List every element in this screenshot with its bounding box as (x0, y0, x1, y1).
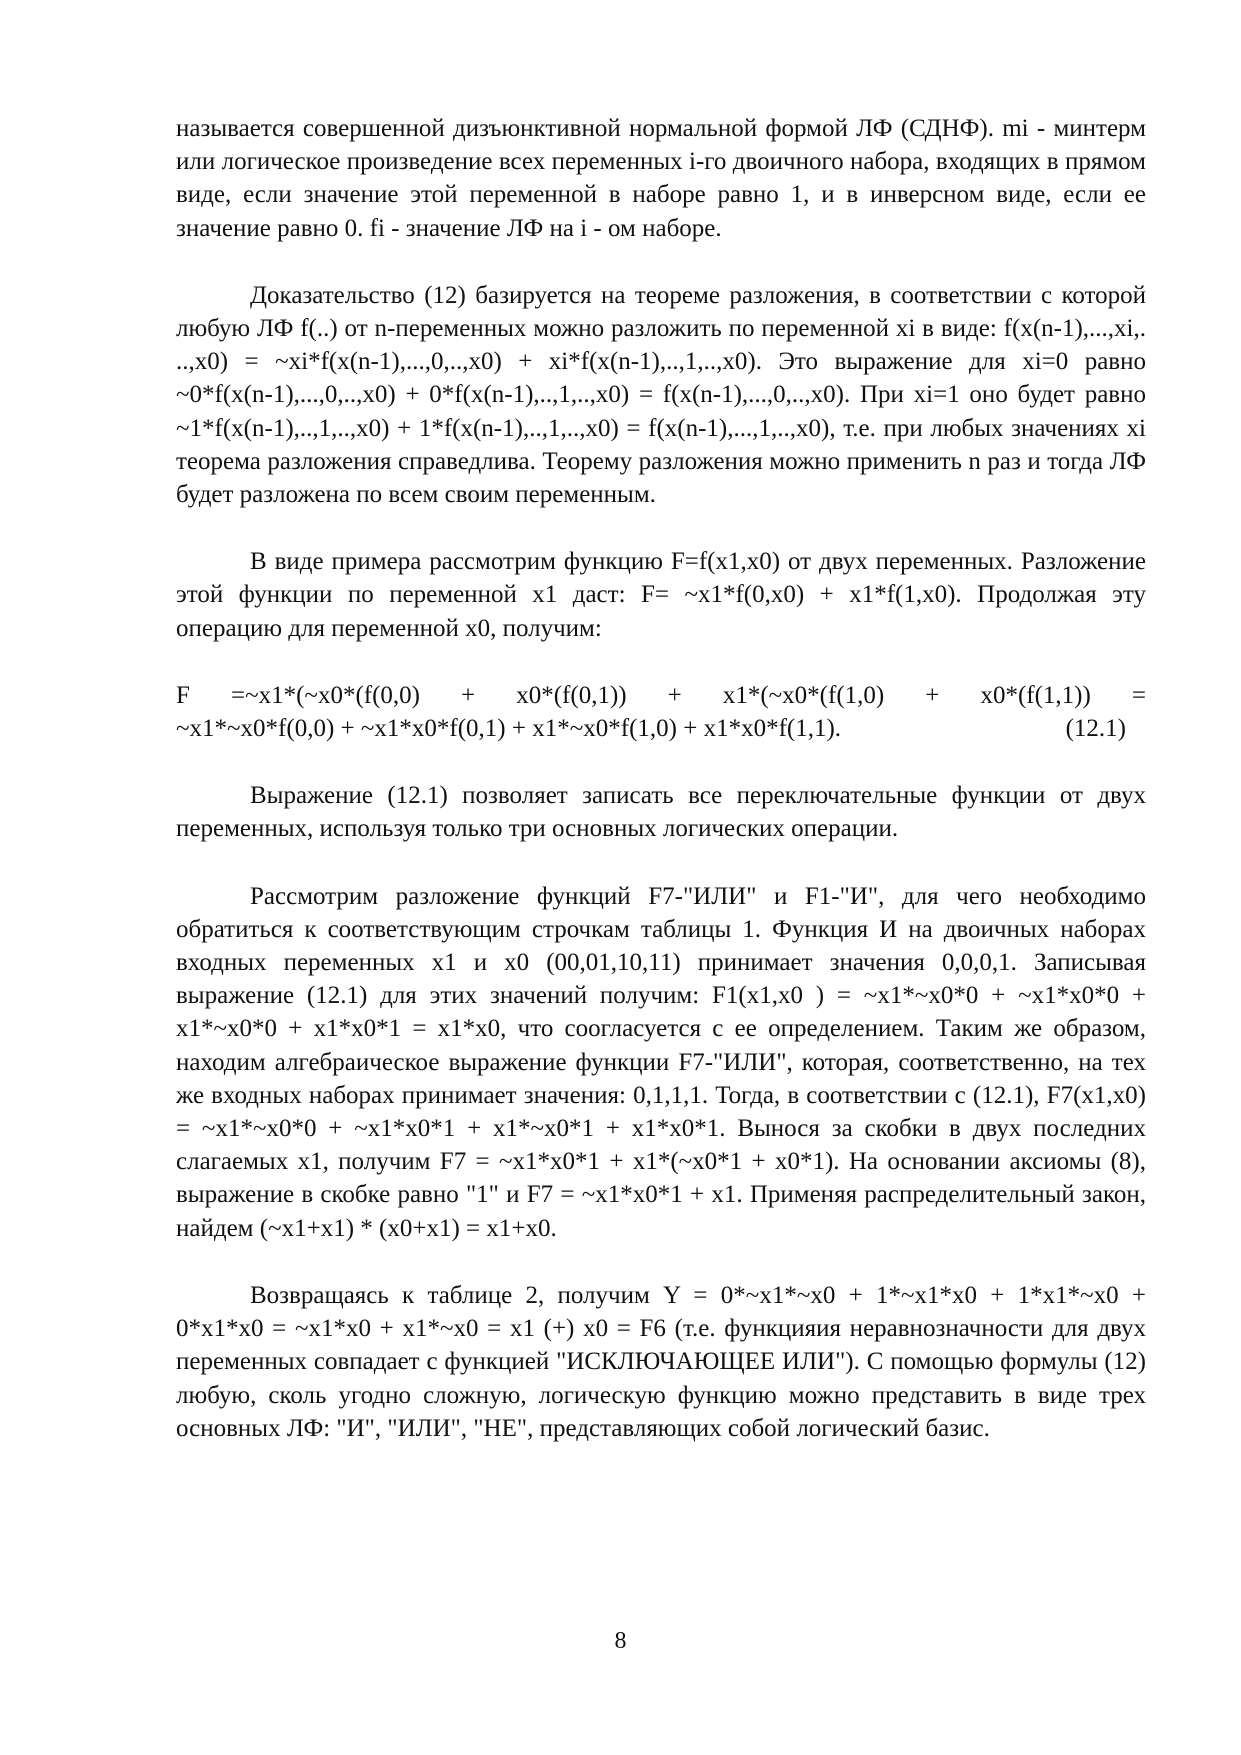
paragraph-expansion-theorem: Доказательство (12) базируется на теореме разложения, в соответствии с которой любую ЛФ f(..) от n-переменных можно разложить по переменной xi в виде: f(x(n-1),...,xi,. ..,x0) = ~xi*f(x(n-1),...,0,..,x0) + xi*f(x(n-1),..,1,..,x0). Это выражение для xi=0 равно ~0*f(x(n-1),...,0,..,x0) + 0*f(x(n-1),..,1,..,x0) = f(x(n-1),...,0,..,x0). При xi=1 оно будет равно ~1*f(x(n-1),..,1,..,x0) + 1*f(x(n-1),..,1,..,x0) = f(x(n-1),...,1,..,x0), т.е. при любых значениях xi теорема разложения справедлива. Теорему разложения можно применить n раз и тогда ЛФ будет разложена по всем своим переменным. (176, 281, 1146, 509)
formula-12-1 (176, 679, 1146, 745)
formula-number: (12.1) (1065, 715, 1126, 743)
formula-line-1: F =~x1*(~x0*(f(0,0) + x0*(f(0,1)) + x1*(~x0*(f(1,0) + x0*(f(1,1)) = (176, 681, 1146, 709)
paragraph-table2-xor: Возвращаясь к таблице 2, получим Y = 0*~x1*~x0 + 1*~x1*x0 + 1*x1*~x0 + 0*x1*x0 = ~x1*x0 + x1*~x0 = x1 (+) x0 = F6 (т.е. функцияия неравнозначности для двух переменных совпадает с функцией "ИСКЛЮЧАЮЩЕЕ ИЛИ"). С помощью формулы (12) любую, сколь угодно сложную, логическую функцию можно представить в виде трех основных ЛФ: "И", "ИЛИ", "НЕ", представляющих собой логический базис. (176, 1281, 1146, 1442)
formula-line-2-row (176, 712, 1146, 745)
paragraph-expression-note: Выражение (12.1) позволяет записать все переключательные функции от двух переменных, используя только три основных логических операции. (176, 782, 1146, 843)
formula-line-2: ~x1*~x0*f(0,0) + ~x1*x0*f(0,1) + x1*~x0*f(1,0) + x1*x0*f(1,1). (176, 715, 842, 743)
page-body (176, 112, 1146, 1445)
paragraph-example: В виде примера рассмотрим функцию F=f(x1,x0) от двух переменных. Разложение этой функции по переменной x1 даст: F= ~x1*f(0,x0) + x1*f(1,x0). Продолжая эту операцию для переменной x0, получим: (176, 548, 1146, 642)
paragraph-sdnf-definition: называется совершенной дизъюнктивной нормальной формой ЛФ (СДНФ). mi - минтерм или логическое произведение всех переменных i-го двоичного набора, входящих в прямом виде, если значение этой переменной в наборе равно 1, и в инверсном виде, если ее значение равно 0. fi - значение ЛФ на i - ом наборе. (176, 115, 1146, 242)
page-number: 8 (614, 1628, 627, 1654)
paragraph-or-and-decomposition: Рассмотрим разложение функций F7-"ИЛИ" и F1-"И", для чего необходимо обратиться к соответствующим строчкам таблицы 1. Функция И на двоичных наборах входных переменных x1 и x0 (00,01,10,11) принимает значения 0,0,0,1. Записывая выражение (12.1) для этих значений получим: F1(x1,x0 ) = ~x1*~x0*0 + ~x1*x0*0 + x1*~x0*0 + x1*x0*1 = x1*x0, что соогласуется с ее определением. Таким же образом, находим алгебраическое выражение функции F7-"ИЛИ", которая, соответственно, на тех же входных наборах принимает значения: 0,1,1,1. Тогда, в соответствии с (12.1), F7(x1,x0) = ~x1*~x0*0 + ~x1*x0*1 + x1*~x0*1 + x1*x0*1. Вынося за скобки в двух последних слагаемых x1, получим F7 = ~x1*x0*1 + x1*(~x0*1 + x0*1). На основании аксиомы (8), выражение в скобке равно "1" и F7 = ~x1*x0*1 + x1. Применяя распределительный закон, найдем (~x1+x1) * (x0+x1) = x1+x0. (176, 882, 1146, 1242)
